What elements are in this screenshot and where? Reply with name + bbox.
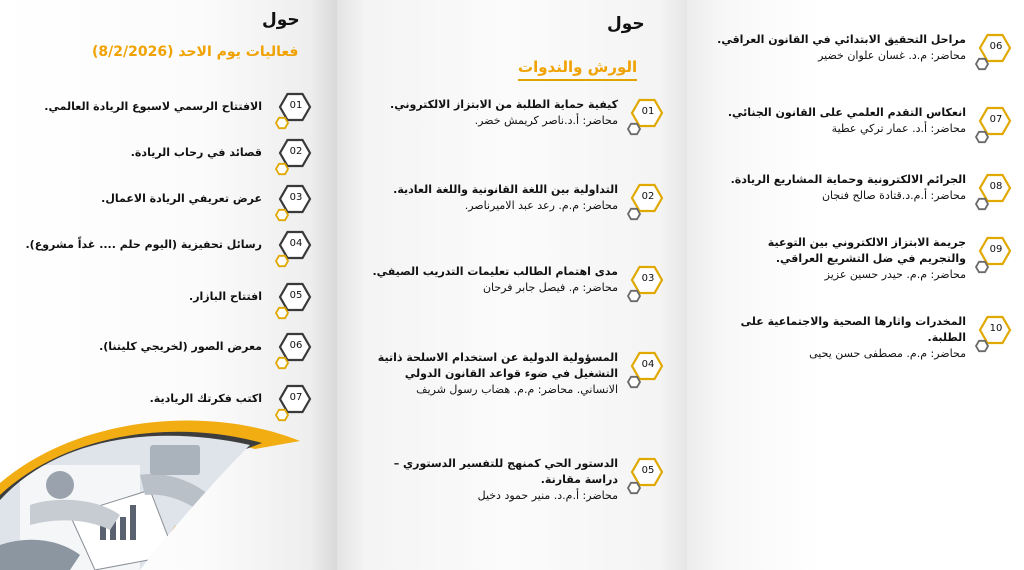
number-badge — [622, 262, 668, 304]
lecturer-name: محاضر: م.م. حيدر حسين عزيز — [824, 268, 966, 281]
event-item — [22, 99, 262, 115]
left-panel — [0, 0, 337, 570]
event-item — [22, 145, 262, 161]
event-text: الافتتاح الرسمي لاسبوع الريادة العالمي. — [44, 100, 262, 113]
badge-number: 02 — [289, 146, 303, 157]
number-badge — [270, 181, 316, 223]
event-item — [22, 339, 262, 355]
lecturer-name: محاضر: أ.م.د.قتادة صالح فنجان — [821, 189, 966, 202]
badge-number: 03 — [289, 192, 303, 203]
workshop-item — [372, 182, 618, 214]
workshop-title: الجرائم الالكترونية وحماية المشاريع الريادة. — [730, 173, 966, 186]
event-text: افتتاح البازار. — [189, 290, 262, 303]
number-badge — [970, 312, 1016, 354]
workshop-item — [372, 350, 618, 398]
workshop-item — [372, 456, 618, 504]
lecturer-name: محاضر: أ.د.ناصر كريمش خضر. — [474, 114, 618, 127]
number-badge — [270, 89, 316, 131]
lecturer-name: محاضر: م.د. غسان علوان خضير — [818, 49, 966, 62]
workshops-heading: الورش والندوات — [518, 58, 637, 81]
number-badge — [970, 30, 1016, 72]
event-text: عرض تعريفي الريادة الاعمال. — [101, 192, 262, 205]
badge-number: 06 — [989, 41, 1003, 52]
about-title: حول — [262, 10, 300, 30]
event-item — [22, 237, 262, 253]
workshop-title: مدى اهتمام الطالب تعليمات التدريب الصيفي. — [372, 265, 618, 278]
workshop-title: كيفية حماية الطلبة من الابتزاز الالكتروني. — [390, 98, 618, 111]
workshop-item — [372, 97, 618, 129]
workshop-item — [716, 32, 966, 64]
workshop-title-line: دراسة مقارنة. — [540, 473, 618, 486]
badge-number: 05 — [641, 465, 655, 476]
number-badge — [270, 227, 316, 269]
lecturer-name: محاضر: م.م. مصطفى حسن يحيى — [809, 347, 966, 360]
about-title: حول — [607, 14, 645, 34]
workshop-title-line: الطلبة. — [927, 331, 966, 344]
workshop-title-line: جريمة الابتزاز الالكتروني بين التوعية — [767, 236, 966, 249]
lecturer-name: محاضر: أ.د. عمار تركي عطية — [831, 122, 966, 135]
badge-number: 06 — [289, 340, 303, 351]
number-badge — [970, 170, 1016, 212]
right-panel — [687, 0, 1024, 570]
number-badge — [970, 233, 1016, 275]
workshop-item — [716, 235, 966, 283]
workshop-item — [372, 264, 618, 296]
number-badge — [622, 454, 668, 496]
badge-number: 04 — [289, 238, 303, 249]
event-item — [22, 289, 262, 305]
lecturer-name: محاضر: م.م. رعد عبد الاميرناصر. — [464, 199, 618, 212]
workshop-item — [716, 172, 966, 204]
event-text: معرض الصور (لخريجي كليتنا). — [99, 340, 262, 353]
events-heading: فعاليات يوم الاحد (8/2/2026) — [92, 44, 299, 60]
badge-number: 03 — [641, 273, 655, 284]
badge-number: 01 — [289, 100, 303, 111]
number-badge — [270, 329, 316, 371]
event-text: رسائل تحفيزية (اليوم حلم .... غداً مشروع). — [25, 238, 262, 251]
workshop-title-line: التشغيل في ضوء قواعد القانون الدولي — [404, 367, 618, 380]
number-badge — [270, 279, 316, 321]
event-text: اكتب فكرتك الريادية. — [149, 392, 262, 405]
badge-number: 05 — [289, 290, 303, 301]
number-badge — [622, 95, 668, 137]
workshop-title-line: والتجريم في ضل التشريع العراقي. — [775, 252, 966, 265]
badge-number: 08 — [989, 181, 1003, 192]
workshop-title: انعكاس التقدم العلمي على القانون الجنائي. — [727, 106, 966, 119]
lecturer-name: محاضر: م. فيصل جابر فرحان — [482, 281, 618, 294]
badge-number: 09 — [989, 244, 1003, 255]
workshop-title-line: المخدرات واثارها الصحية والاجتماعية على — [740, 315, 966, 328]
badge-number: 01 — [641, 106, 655, 117]
lecturer-name: الانساني. محاضر: م.م. هضاب رسول شريف — [416, 383, 618, 396]
lecturer-name: محاضر: أ.م.د. منير حمود دخيل — [477, 489, 618, 502]
number-badge — [622, 348, 668, 390]
workshop-item — [716, 105, 966, 137]
badge-number: 10 — [989, 323, 1003, 334]
badge-number: 07 — [989, 114, 1003, 125]
workshop-title-line: الدستور الحي كمنهج للتفسير الدستوري – — [393, 457, 618, 470]
number-badge — [970, 103, 1016, 145]
badge-number: 04 — [641, 359, 655, 370]
event-item — [22, 391, 262, 407]
event-item — [22, 191, 262, 207]
workshop-item — [716, 314, 966, 362]
number-badge — [270, 381, 316, 423]
workshop-title: مراحل التحقيق الابتدائي في القانون العراقي. — [717, 33, 966, 46]
workshop-title-line: المسؤولية الدولية عن استخدام الاسلحة ذاتية — [377, 351, 618, 364]
number-badge — [622, 180, 668, 222]
number-badge — [270, 135, 316, 177]
business-photo-decoration — [0, 405, 337, 570]
workshop-title: التداولية بين اللغة القانونية واللغة العادية. — [393, 183, 618, 196]
badge-number: 02 — [641, 191, 655, 202]
badge-number: 07 — [289, 392, 303, 403]
event-text: قصائد في رحاب الريادة. — [130, 146, 262, 159]
